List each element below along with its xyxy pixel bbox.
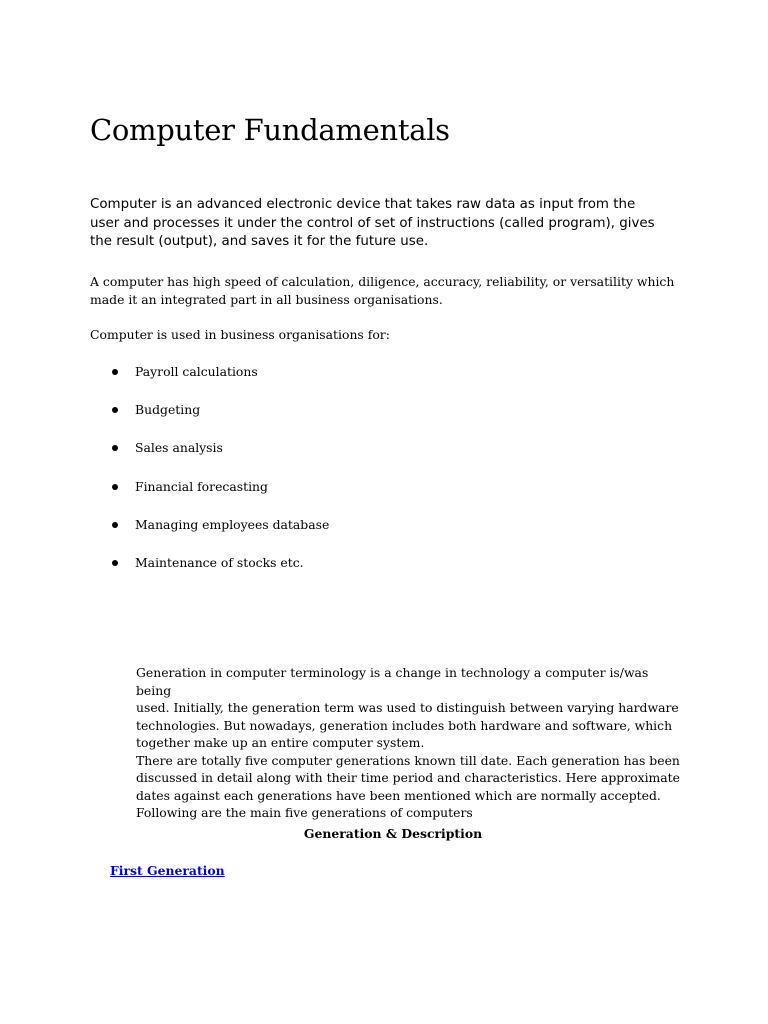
list-item-text: Sales analysis [135, 440, 223, 456]
list-item-text: Budgeting [135, 402, 201, 418]
bullet-icon [112, 369, 118, 375]
generation-paragraph: Generation in computer terminology is a change in technology a computer is/was being used. Initially, the generation term was used to distinguish between varying hardware technologies. But nowadays, generation includes both hardware and software, which together make up an entire computer system. There are totally five computer generations known till date. Each generation has been discussed in detail along with their time period and characteristics. Here approximate dates against each generations have been mentioned which are normally accepted. Following are the main five generations of computers [136, 665, 680, 820]
speed-paragraph: A computer has high speed of calculation, diligence, accuracy, reliability, or versatility which made it an integrated part in all business organisations. [90, 274, 675, 307]
generation-table-heading: Generation & Description [303, 826, 483, 841]
bullet-icon [112, 560, 118, 566]
first-generation-link[interactable]: First Generation [110, 863, 225, 878]
list-item-text: Payroll calculations [135, 364, 258, 379]
uses-intro-paragraph: Computer is used in business organisations for: [90, 327, 390, 342]
list-item-text: Maintenance of stocks etc. [135, 554, 304, 570]
bullet-icon [112, 407, 118, 413]
bullet-icon [112, 484, 118, 490]
page-title: Computer Fundamentals [90, 113, 450, 147]
list-item-text: Managing employees database [135, 516, 330, 532]
list-item-text: Financial forecasting [135, 478, 268, 494]
bullet-icon [112, 522, 118, 528]
intro-paragraph: Computer is an advanced electronic device that takes raw data as input from the user and processes it under the control of set of instructions (called program), gives the result (output), and saves it for the future use. [90, 197, 655, 249]
bullet-icon [112, 445, 118, 451]
